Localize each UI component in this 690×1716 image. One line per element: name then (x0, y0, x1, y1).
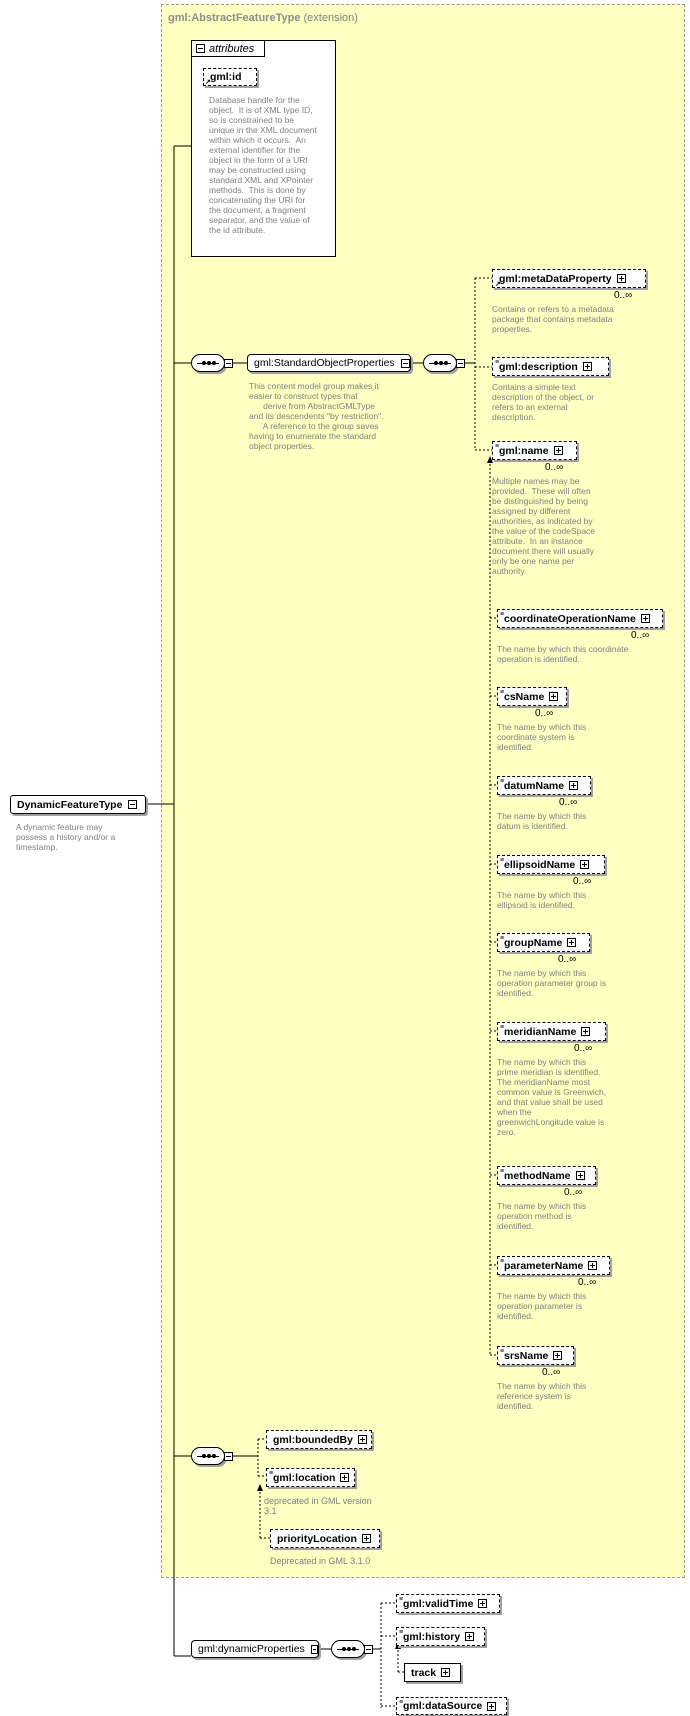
element-gml-history[interactable]: ≡ gml:history (396, 1627, 485, 1646)
doc-line: object properties. (249, 441, 315, 451)
element-name-sub-5[interactable] (497, 1022, 606, 1041)
doc-line: the document, a fragment (209, 205, 306, 215)
doc-line: prime meridian is identified. (497, 1067, 601, 1077)
element-std-1[interactable] (492, 357, 609, 376)
element-doc (497, 644, 628, 664)
doc-line: Contains or refers to a metadata (492, 304, 614, 314)
substitution-icon: ≡ (500, 611, 505, 618)
multiplicity: 0..∞ (573, 876, 592, 887)
element-doc (497, 722, 586, 752)
doc-line: when the (497, 1107, 532, 1117)
element-name-sub-7[interactable] (497, 1256, 610, 1275)
expand-icon[interactable] (487, 1702, 496, 1711)
doc-line: datum is identified. (497, 821, 568, 831)
doc-line: concatenating the URI for (209, 195, 306, 205)
substitution-icon: ≡ (399, 1596, 404, 1603)
collapse-icon[interactable] (224, 1452, 233, 1461)
doc-line: The name by which this (497, 811, 587, 821)
doc-line: refers to an external (492, 402, 568, 412)
element-doc (492, 304, 614, 334)
collapse-icon[interactable] (311, 1645, 318, 1654)
element-track[interactable]: track (404, 1663, 461, 1682)
multiplicity: 0..∞ (558, 954, 577, 965)
group-standard-object-properties-doc (249, 381, 384, 451)
element-name: datumName (504, 779, 565, 792)
doc-line: authority. (492, 566, 527, 576)
doc-line: identified. (497, 1221, 534, 1231)
group-dynamic-properties[interactable]: gml:dynamicProperties (191, 1640, 319, 1658)
doc-line: The name by which this coordinate (497, 644, 629, 654)
multiplicity: 0..∞ (614, 290, 633, 301)
substitution-icon: ≡ (500, 857, 505, 864)
doc-line: coordinate system is (497, 732, 575, 742)
expand-icon[interactable] (588, 1261, 597, 1270)
doc-line: package that contains metadata (492, 314, 613, 324)
root-doc (16, 822, 115, 852)
element-name: parameterName (504, 1259, 584, 1272)
doc-line: description of the object, or (492, 392, 595, 402)
substitution-icon: ≡ (500, 935, 505, 942)
doc-line: identified. (497, 988, 534, 998)
doc-line: reference system is (497, 1391, 571, 1401)
expand-icon[interactable] (553, 1351, 562, 1360)
sequence-compositor[interactable] (423, 354, 457, 372)
substitution-icon: ≡ (495, 359, 500, 366)
element-std-0[interactable] (492, 269, 646, 288)
element-gml-bounded-by[interactable]: gml:boundedBy (266, 1430, 372, 1449)
doc-line: be distinguished by being (492, 496, 588, 506)
doc-line: The name by which this (497, 1291, 587, 1301)
reference-icon: ↗ (205, 79, 211, 86)
doc-line: common value is Greenwich, (497, 1087, 607, 1097)
multiplicity: 0..∞ (535, 708, 554, 719)
element-gml-location[interactable]: ≡ gml:location (266, 1468, 355, 1487)
doc-line: document there will usually (492, 546, 595, 556)
doc-line: timestamp. (16, 842, 58, 852)
element-doc (497, 890, 586, 910)
doc-line: methods. This is done by (209, 185, 306, 195)
element-doc (497, 1057, 606, 1137)
element-priority-location[interactable]: priorityLocation (270, 1529, 380, 1548)
element-gml-data-source[interactable]: ≡ gml:dataSource (396, 1697, 507, 1715)
doc-line: having to enumerate the standard (249, 431, 377, 441)
doc-line: unique in the XML document (209, 125, 317, 135)
multiplicity: 0..∞ (578, 1277, 597, 1288)
collapse-icon[interactable] (364, 1645, 373, 1654)
doc-line: object in the form of a URI (209, 155, 308, 165)
substitution-icon: ≡ (500, 778, 505, 785)
doc-line: authorities, as indicated by (492, 516, 593, 526)
element-name: gml:description (499, 360, 578, 373)
element-name-sub-2[interactable] (497, 776, 591, 795)
doc-line: ellipsoid is identified. (497, 900, 575, 910)
substitution-icon: ≡ (500, 1348, 505, 1355)
doc-line: may be constructed using (209, 165, 306, 175)
doc-line: deprecated in GML version (264, 1496, 372, 1506)
collapse-icon[interactable] (456, 359, 465, 368)
doc-line: 3.1 (264, 1506, 277, 1516)
element-name: gml:metaDataProperty (499, 272, 612, 285)
expand-icon[interactable] (358, 1435, 367, 1444)
substitution-icon: ≡ (500, 1258, 505, 1265)
expand-icon[interactable] (567, 938, 576, 947)
extension-suffix: (extension) (303, 12, 358, 24)
expand-icon[interactable] (617, 274, 626, 283)
doc-line: The name by which this (497, 1057, 587, 1067)
doc-line: only be one name per (492, 556, 575, 566)
doc-line: This content model group makes it (249, 381, 379, 391)
element-priority-location-doc (270, 1556, 370, 1566)
attr-gml-id[interactable]: ↗ gml:id (203, 68, 257, 86)
expand-icon[interactable] (641, 614, 650, 623)
collapse-icon[interactable] (224, 359, 233, 368)
doc-line: zero. (497, 1127, 516, 1137)
doc-line: provided. These will often (492, 486, 591, 496)
element-name: meridianName (504, 1025, 577, 1038)
multiplicity: 0..∞ (631, 630, 650, 641)
doc-line: separator, and the value of (209, 215, 310, 225)
doc-line: and its descendents "by restriction". (249, 411, 384, 421)
element-name-sub-4[interactable] (497, 933, 590, 952)
doc-line: operation parameter group is (497, 978, 607, 988)
doc-line: greenwichLongitude value is (497, 1117, 605, 1127)
collapse-icon[interactable] (128, 800, 137, 809)
doc-line: Deprecated in GML 3.1.0 (270, 1556, 371, 1566)
doc-line: possess a history and/or a (16, 832, 116, 842)
multiplicity: 0..∞ (564, 1187, 583, 1198)
doc-line: Contains a simple text (492, 382, 576, 392)
element-name-sub-3[interactable] (497, 855, 605, 874)
doc-line: The name by which this (497, 1201, 587, 1211)
doc-line: identified. (497, 1401, 534, 1411)
reference-icon: ↗ (495, 281, 501, 288)
doc-line: description. (492, 412, 536, 422)
element-name: groupName (504, 936, 563, 949)
expand-icon[interactable] (478, 1599, 487, 1608)
doc-line: easier to construct types that (249, 391, 358, 401)
doc-line: A reference to the group saves (249, 421, 379, 431)
multiplicity: 0..∞ (545, 462, 564, 473)
element-gml-location-doc (264, 1496, 372, 1516)
element-name: coordinateOperationName (504, 612, 636, 625)
doc-line: external identifier for the (209, 145, 301, 155)
element-doc (497, 1291, 586, 1321)
doc-line: The meridianName most (497, 1077, 591, 1087)
doc-line: operation is identified. (497, 654, 580, 664)
doc-line: within which it occurs. An (209, 135, 306, 145)
element-gml-valid-time[interactable]: ≡ gml:validTime (396, 1594, 500, 1613)
element-name-sub-1[interactable] (497, 687, 567, 706)
substitution-icon: ≡ (399, 1699, 404, 1706)
doc-line: the id attribute. (209, 225, 266, 235)
sequence-compositor[interactable] (191, 354, 225, 372)
substitution-icon: ≡ (500, 689, 505, 696)
doc-line: and that value shall be used (497, 1097, 603, 1107)
attr-gml-id-doc (209, 95, 317, 235)
expand-icon[interactable] (441, 1668, 450, 1677)
element-name: csName (504, 690, 545, 703)
expand-icon[interactable] (583, 362, 592, 371)
doc-line: The name by which this (497, 890, 587, 900)
doc-line: Database handle for the (209, 95, 300, 105)
expand-icon[interactable] (362, 1534, 371, 1543)
doc-line: operation parameter is (497, 1301, 583, 1311)
element-doc (497, 1201, 586, 1231)
element-name: ellipsoidName (504, 858, 576, 871)
element-doc (497, 811, 586, 831)
doc-line: object. It is of XML type ID, (209, 105, 313, 115)
element-name-sub-6[interactable] (497, 1166, 596, 1185)
doc-line: identified. (497, 742, 534, 752)
doc-line: operation method is (497, 1211, 572, 1221)
expand-icon[interactable] (549, 692, 558, 701)
doc-line: The name by which this (497, 722, 587, 732)
group-standard-object-properties[interactable]: gml:StandardObjectProperties (247, 354, 411, 372)
sequence-compositor[interactable] (331, 1640, 365, 1658)
doc-line: The name by which this (497, 1381, 587, 1391)
doc-line: assigned by different (492, 506, 571, 516)
doc-line: properties. (492, 324, 533, 334)
expand-icon[interactable] (465, 1632, 474, 1641)
expand-icon[interactable] (569, 781, 578, 790)
multiplicity: 0..∞ (542, 1367, 561, 1378)
expand-icon[interactable] (581, 1027, 590, 1036)
doc-line: the value of the codeSpace (492, 526, 596, 536)
doc-line: attribute. In an instance (492, 536, 583, 546)
doc-line: derive from AbstractGMLType (249, 401, 375, 411)
element-doc (497, 968, 606, 998)
element-std-2[interactable] (492, 441, 577, 460)
substitution-icon: ≡ (500, 1024, 505, 1031)
multiplicity: 0..∞ (574, 1043, 593, 1054)
multiplicity: 0..∞ (559, 797, 578, 808)
attributes-tab[interactable] (191, 40, 265, 57)
expand-icon[interactable] (554, 446, 563, 455)
substitution-icon: ≡ (500, 1168, 505, 1175)
element-name: srsName (504, 1349, 549, 1362)
attributes-tab-label: attributes (209, 42, 255, 55)
doc-line: The name by which this (497, 968, 587, 978)
element-name: methodName (504, 1169, 571, 1182)
substitution-icon: ≡ (495, 443, 500, 450)
root-dynamic-feature-type[interactable]: DynamicFeatureType (10, 795, 146, 814)
sequence-compositor[interactable] (191, 1447, 225, 1465)
doc-line: Multiple names may be (492, 476, 580, 486)
element-doc (497, 1381, 586, 1411)
element-doc (492, 476, 595, 576)
doc-line: identified. (497, 1311, 534, 1321)
doc-line: A dynamic feature may (16, 822, 103, 832)
substitution-icon: ≡ (269, 1470, 274, 1477)
expand-icon[interactable] (576, 1171, 585, 1180)
expand-icon[interactable] (580, 860, 589, 869)
doc-line: so is constrained to be (209, 115, 295, 125)
collapse-icon[interactable] (401, 359, 410, 368)
element-name-sub-8[interactable] (497, 1346, 574, 1365)
expand-icon[interactable] (340, 1473, 349, 1482)
extension-base-type: gml:AbstractFeatureType (168, 12, 301, 24)
element-name: gml:name (499, 444, 549, 457)
doc-line: standard XML and XPointer (209, 175, 314, 185)
element-doc (492, 382, 594, 422)
collapse-icon[interactable] (196, 44, 205, 53)
substitution-icon: ≡ (399, 1629, 404, 1636)
element-name-sub-0[interactable] (497, 609, 663, 628)
